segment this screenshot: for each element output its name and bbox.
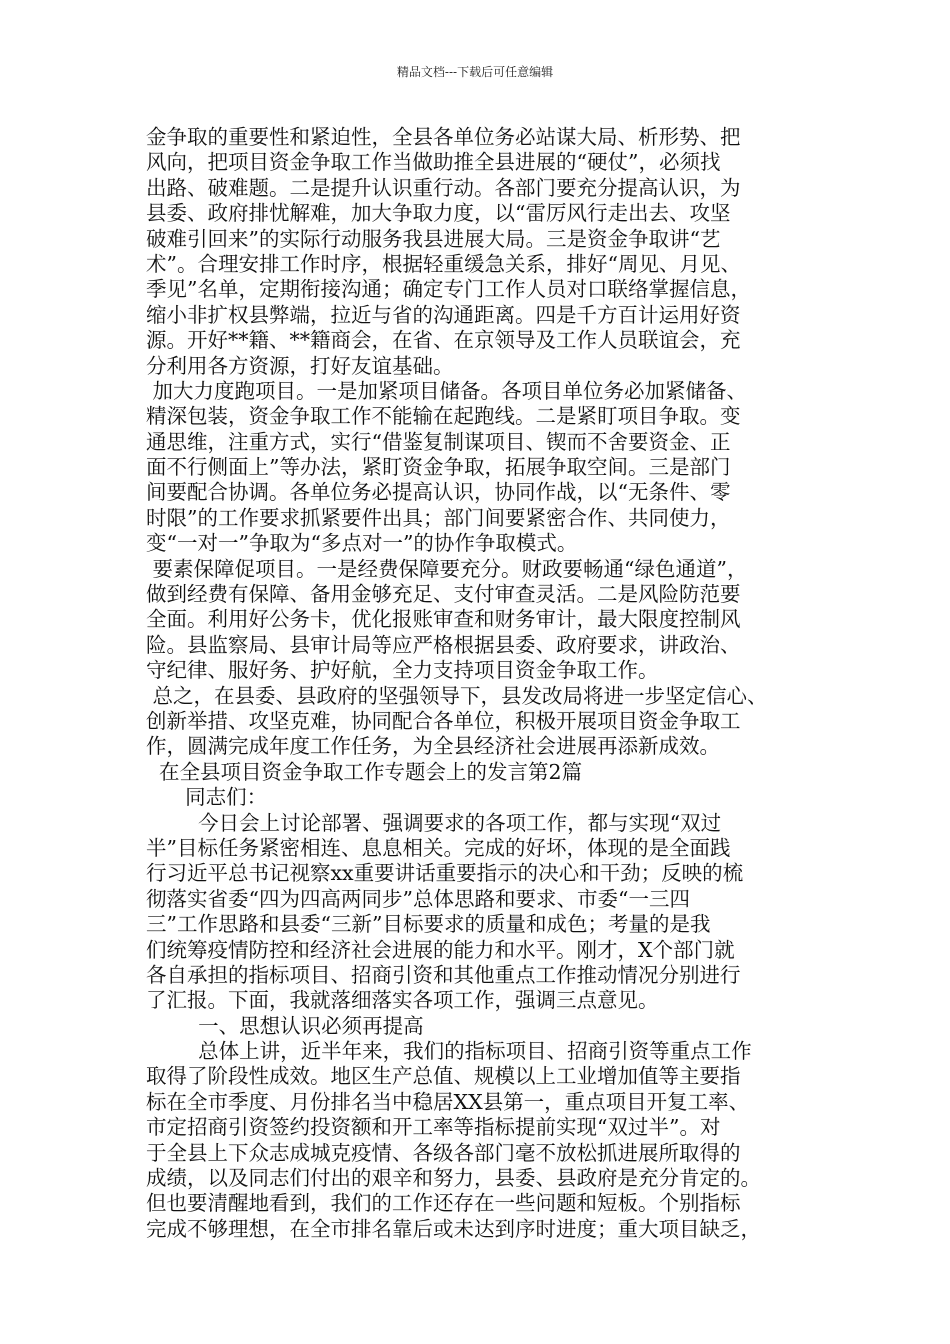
text-line: 间要配合协调。各单位务必提高认识，协同作战，以“无条件、零 — [146, 480, 731, 505]
text-line: 缩小非扩权县弊端，拉近与省的沟通距离。四是千方百计运用好资 — [146, 302, 741, 327]
text-line: 术”。合理安排工作时序，根据轻重缓急关系，排好“周见、月见、 — [146, 251, 741, 276]
text-line: 分利用各方资源，打好友谊基础。 — [146, 353, 454, 378]
text-line: 于全县上下众志成城克疫情、各级各部门毫不放松抓进展所取得的 — [146, 1140, 741, 1165]
text-line: 源。开好**籍、**籍商会，在省、在京领导及工作人员联谊会，充 — [146, 328, 741, 353]
text-line: 作，圆满完成年度工作任务，为全县经济社会进展再添新成效。 — [146, 734, 720, 759]
text-line: 金争取的重要性和紧迫性，全县各单位务必站谋大局、析形势、把 — [146, 125, 741, 149]
text-line: 成绩，以及同志们付出的艰辛和努力，县委、县政府是充分肯定的。 — [146, 1166, 761, 1191]
text-line: 半”目标任务紧密相连、息息相关。完成的好坏，体现的是全面践 — [146, 835, 731, 860]
body-text — [146, 125, 806, 1242]
page-header: 精品文档---下载后可任意编辑 — [396, 65, 554, 79]
text-line: 三”工作思路和县委“三新”目标要求的质量和成色；考量的是我 — [146, 912, 711, 937]
text-line: 但也要清醒地看到，我们的工作还存在一些问题和短板。个别指标 — [146, 1191, 741, 1216]
text-line: 面不行侧面上”等办法，紧盯资金争取，拓展争取空间。三是部门 — [146, 455, 731, 480]
text-line: 破难引回来”的实际行动服务我县进展大局。三是资金争取讲“艺 — [146, 226, 721, 251]
text-line: 出路、破难题。二是提升认识重行动。各部门要充分提高认识，为 — [146, 175, 741, 200]
text-line: 取得了阶段性成效。地区生产总值、规模以上工业增加值等主要指 — [146, 1064, 741, 1089]
text-line: 彻落实省委“四为四高两同步”总体思路和要求、市委“一三四 — [146, 886, 690, 911]
text-line: 总之，在县委、县政府的坚强领导下，县发改局将进一步坚定信心、 — [146, 683, 768, 708]
text-line: 要素保障促项目。一是经费保障要充分。财政要畅通“绿色通道”， — [146, 556, 748, 581]
text-line: 通思维，注重方式，实行“借鉴复制谋项目、锲而不舍要资金、正 — [146, 429, 731, 454]
text-line: 完成不够理想，在全市排名靠后或未达到序时进度；重大项目缺乏， — [146, 1216, 761, 1241]
text-line: 在全县项目资金争取工作专题会上的发言第2篇 — [146, 759, 583, 784]
text-line: 行习近平总书记视察xx重要讲话重要指示的决心和干劲；反映的梳 — [146, 861, 744, 886]
text-line: 县委、政府排忧解难，加大争取力度，以“雷厉风行走出去、攻坚 — [146, 201, 731, 226]
text-line: 风向，把项目资金争取工作当做助推全县进展的“硬仗”，必须找 — [146, 150, 721, 175]
text-line: 守纪律、服好务、护好航，全力支持项目资金争取工作。 — [146, 658, 659, 683]
text-line: 各自承担的指标项目、招商引资和其他重点工作推动情况分别进行 — [146, 962, 741, 987]
text-line: 市定招商引资签约投资额和开工率等指标提前实现“双过半”。对 — [146, 1115, 721, 1140]
text-line: 一、思想认识必须再提高 — [146, 1013, 424, 1038]
text-line: 全面。利用好公务卡，优化报账审查和财务审计，最大限度控制风 — [146, 607, 741, 632]
text-line: 季见”名单，定期衔接沟通；确定专门工作人员对口联络掌握信息， — [146, 277, 751, 302]
text-line: 今日会上讨论部署、强调要求的各项工作，都与实现“双过 — [146, 810, 722, 835]
text-line: 同志们： — [146, 785, 268, 810]
text-line: 险。县监察局、县审计局等应严格根据县委、政府要求，讲政治、 — [146, 632, 741, 657]
text-line: 了汇报。下面，我就落细落实各项工作，强调三点意见。 — [146, 988, 659, 1013]
text-line: 标在全市季度、月份排名当中稳居XX县第一，重点项目开复工率、 — [146, 1089, 750, 1114]
text-line: 加大力度跑项目。一是加紧项目储备。各项目单位务必加紧储备、 — [146, 378, 748, 403]
text-line: 们统筹疫情防控和经济社会进展的能力和水平。刚才，X个部门就 — [146, 937, 735, 962]
text-line: 做到经费有保障、备用金够充足、支付审查灵活。二是风险防范要 — [146, 582, 741, 607]
text-line: 时限”的工作要求抓紧要件出具；部门间要紧密合作、共同使力， — [146, 505, 731, 530]
text-line: 变“一对一”争取为“多点对一”的协作争取模式。 — [146, 531, 578, 556]
text-line: 精深包装，资金争取工作不能输在起跑线。二是紧盯项目争取。变 — [146, 404, 741, 429]
text-line: 总体上讲，近半年来，我们的指标项目、招商引资等重点工作 — [146, 1039, 752, 1064]
text-line: 创新举措、攻坚克难，协同配合各单位，积极开展项目资金争取工 — [146, 708, 741, 733]
